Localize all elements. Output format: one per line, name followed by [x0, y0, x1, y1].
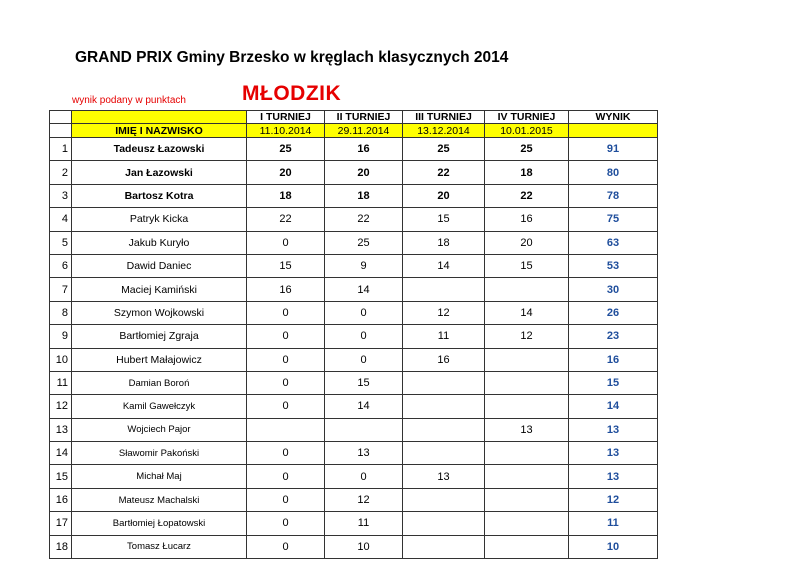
- tournament-3-score: [403, 535, 485, 558]
- player-name-cell: Sławomir Pakoński: [72, 442, 247, 465]
- rank-cell: 8: [50, 301, 72, 324]
- total-score: 10: [569, 535, 658, 558]
- table-row: [50, 138, 658, 161]
- header-t3-date: 13.12.2014: [403, 124, 485, 138]
- rank-cell: 12: [50, 395, 72, 418]
- document-title: GRAND PRIX Gminy Brzesko w kręglach klasycznych 2014: [75, 49, 509, 66]
- tournament-4-score: 25: [485, 138, 569, 161]
- tournament-2-score: 0: [325, 465, 403, 488]
- tournament-3-score: 20: [403, 184, 485, 207]
- header-row-titles: [50, 111, 658, 124]
- tournament-1-score: 20: [247, 161, 325, 184]
- tournament-1-score: 0: [247, 348, 325, 371]
- rank-cell: 16: [50, 488, 72, 511]
- table-row: [50, 371, 658, 394]
- rank-cell: 15: [50, 465, 72, 488]
- player-name-cell: Bartłomiej Łopatowski: [72, 512, 247, 535]
- header-t4: IV TURNIEJ: [485, 111, 569, 124]
- player-name-cell: Mateusz Machalski: [72, 488, 247, 511]
- tournament-3-score: 13: [403, 465, 485, 488]
- tournament-3-score: 25: [403, 138, 485, 161]
- tournament-2-score: 20: [325, 161, 403, 184]
- total-score: 91: [569, 138, 658, 161]
- tournament-1-score: 18: [247, 184, 325, 207]
- header-row-dates: [50, 124, 658, 138]
- header-nr-cell: [50, 111, 72, 124]
- player-name-cell: Wojciech Pajor: [72, 418, 247, 441]
- tournament-2-score: 0: [325, 301, 403, 324]
- tournament-4-score: [485, 488, 569, 511]
- total-score: 14: [569, 395, 658, 418]
- header-t1: I TURNIEJ: [247, 111, 325, 124]
- tournament-1-score: [247, 418, 325, 441]
- tournament-2-score: 10: [325, 535, 403, 558]
- tournament-2-score: 22: [325, 208, 403, 231]
- player-name-cell: Damian Boroń: [72, 371, 247, 394]
- tournament-2-score: 14: [325, 278, 403, 301]
- table-row: [50, 184, 658, 207]
- tournament-4-score: 22: [485, 184, 569, 207]
- table-row: [50, 535, 658, 558]
- player-name-cell: Maciej Kamiński: [72, 278, 247, 301]
- total-score: 15: [569, 371, 658, 394]
- player-name-cell: Tadeusz Łazowski: [72, 138, 247, 161]
- total-score: 12: [569, 488, 658, 511]
- tournament-1-score: 0: [247, 395, 325, 418]
- table-row: [50, 418, 658, 441]
- points-note: wynik podany w punktach: [72, 95, 186, 106]
- tournament-3-score: 16: [403, 348, 485, 371]
- tournament-4-score: [485, 371, 569, 394]
- category-label: MŁODZIK: [242, 82, 342, 105]
- total-score: 11: [569, 512, 658, 535]
- header-total: WYNIK: [569, 111, 658, 124]
- player-name-cell: Szymon Wojkowski: [72, 301, 247, 324]
- tournament-2-score: 13: [325, 442, 403, 465]
- tournament-3-score: 22: [403, 161, 485, 184]
- table-row: [50, 488, 658, 511]
- tournament-4-score: 20: [485, 231, 569, 254]
- header-t2-date: 29.11.2014: [325, 124, 403, 138]
- tournament-4-score: 16: [485, 208, 569, 231]
- rank-cell: 3: [50, 184, 72, 207]
- header-t3: III TURNIEJ: [403, 111, 485, 124]
- player-name-cell: Dawid Daniec: [72, 254, 247, 277]
- rank-cell: 13: [50, 418, 72, 441]
- tournament-3-score: [403, 395, 485, 418]
- rank-cell: 6: [50, 254, 72, 277]
- rank-cell: 11: [50, 371, 72, 394]
- header-nr-cell-2: [50, 124, 72, 138]
- tournament-4-score: [485, 348, 569, 371]
- tournament-4-score: 12: [485, 325, 569, 348]
- rank-cell: 4: [50, 208, 72, 231]
- tournament-1-score: 0: [247, 301, 325, 324]
- rank-cell: 2: [50, 161, 72, 184]
- total-score: 13: [569, 442, 658, 465]
- header-name: IMIĘ I NAZWISKO: [72, 124, 247, 138]
- table-row: [50, 512, 658, 535]
- table-row: [50, 208, 658, 231]
- tournament-2-score: 16: [325, 138, 403, 161]
- tournament-2-score: 14: [325, 395, 403, 418]
- tournament-4-score: 15: [485, 254, 569, 277]
- player-name-cell: Tomasz Łucarz: [72, 535, 247, 558]
- table-row: [50, 465, 658, 488]
- player-name-cell: Bartłomiej Zgraja: [72, 325, 247, 348]
- tournament-3-score: 12: [403, 301, 485, 324]
- rank-cell: 10: [50, 348, 72, 371]
- table-row: [50, 442, 658, 465]
- tournament-2-score: [325, 418, 403, 441]
- total-score: 13: [569, 418, 658, 441]
- tournament-3-score: [403, 488, 485, 511]
- tournament-1-score: 22: [247, 208, 325, 231]
- table-row: [50, 301, 658, 324]
- table-row: [50, 325, 658, 348]
- tournament-4-score: 13: [485, 418, 569, 441]
- tournament-3-score: [403, 442, 485, 465]
- tournament-4-score: [485, 535, 569, 558]
- rank-cell: 18: [50, 535, 72, 558]
- header-name-top-cell: [72, 111, 247, 124]
- table-row: [50, 254, 658, 277]
- tournament-3-score: 14: [403, 254, 485, 277]
- tournament-1-score: 25: [247, 138, 325, 161]
- table-row: [50, 231, 658, 254]
- header-t1-date: 11.10.2014: [247, 124, 325, 138]
- rank-cell: 1: [50, 138, 72, 161]
- total-score: 16: [569, 348, 658, 371]
- tournament-4-score: [485, 512, 569, 535]
- table-row: [50, 348, 658, 371]
- header-total-blank: [569, 124, 658, 138]
- total-score: 23: [569, 325, 658, 348]
- total-score: 30: [569, 278, 658, 301]
- rank-cell: 17: [50, 512, 72, 535]
- total-score: 26: [569, 301, 658, 324]
- tournament-1-score: 0: [247, 325, 325, 348]
- tournament-2-score: 9: [325, 254, 403, 277]
- total-score: 63: [569, 231, 658, 254]
- tournament-1-score: 16: [247, 278, 325, 301]
- total-score: 53: [569, 254, 658, 277]
- player-name-cell: Michał Maj: [72, 465, 247, 488]
- tournament-4-score: [485, 465, 569, 488]
- table-row: [50, 278, 658, 301]
- tournament-4-score: [485, 395, 569, 418]
- tournament-3-score: [403, 418, 485, 441]
- player-name-cell: Patryk Kicka: [72, 208, 247, 231]
- tournament-3-score: [403, 278, 485, 301]
- table-row: [50, 161, 658, 184]
- player-name-cell: Jakub Kuryło: [72, 231, 247, 254]
- player-name-cell: Bartosz Kotra: [72, 184, 247, 207]
- tournament-1-score: 0: [247, 465, 325, 488]
- table-row: [50, 395, 658, 418]
- tournament-1-score: 0: [247, 371, 325, 394]
- rank-cell: 9: [50, 325, 72, 348]
- tournament-4-score: [485, 442, 569, 465]
- tournament-3-score: 15: [403, 208, 485, 231]
- tournament-4-score: 18: [485, 161, 569, 184]
- tournament-1-score: 0: [247, 442, 325, 465]
- header-t4-date: 10.01.2015: [485, 124, 569, 138]
- tournament-4-score: [485, 278, 569, 301]
- tournament-1-score: 0: [247, 535, 325, 558]
- player-name-cell: Hubert Małajowicz: [72, 348, 247, 371]
- header-t2: II TURNIEJ: [325, 111, 403, 124]
- tournament-3-score: 18: [403, 231, 485, 254]
- tournament-3-score: 11: [403, 325, 485, 348]
- player-name-cell: Jan Łazowski: [72, 161, 247, 184]
- tournament-2-score: 12: [325, 488, 403, 511]
- tournament-2-score: 18: [325, 184, 403, 207]
- tournament-4-score: 14: [485, 301, 569, 324]
- rank-cell: 14: [50, 442, 72, 465]
- tournament-2-score: 0: [325, 348, 403, 371]
- tournament-3-score: [403, 371, 485, 394]
- tournament-2-score: 0: [325, 325, 403, 348]
- total-score: 13: [569, 465, 658, 488]
- player-name-cell: Kamil Gawełczyk: [72, 395, 247, 418]
- total-score: 80: [569, 161, 658, 184]
- total-score: 78: [569, 184, 658, 207]
- rank-cell: 5: [50, 231, 72, 254]
- tournament-3-score: [403, 512, 485, 535]
- tournament-1-score: 0: [247, 488, 325, 511]
- tournament-2-score: 11: [325, 512, 403, 535]
- tournament-2-score: 25: [325, 231, 403, 254]
- results-table: [49, 110, 658, 559]
- total-score: 75: [569, 208, 658, 231]
- tournament-1-score: 0: [247, 512, 325, 535]
- tournament-1-score: 15: [247, 254, 325, 277]
- rank-cell: 7: [50, 278, 72, 301]
- tournament-2-score: 15: [325, 371, 403, 394]
- tournament-1-score: 0: [247, 231, 325, 254]
